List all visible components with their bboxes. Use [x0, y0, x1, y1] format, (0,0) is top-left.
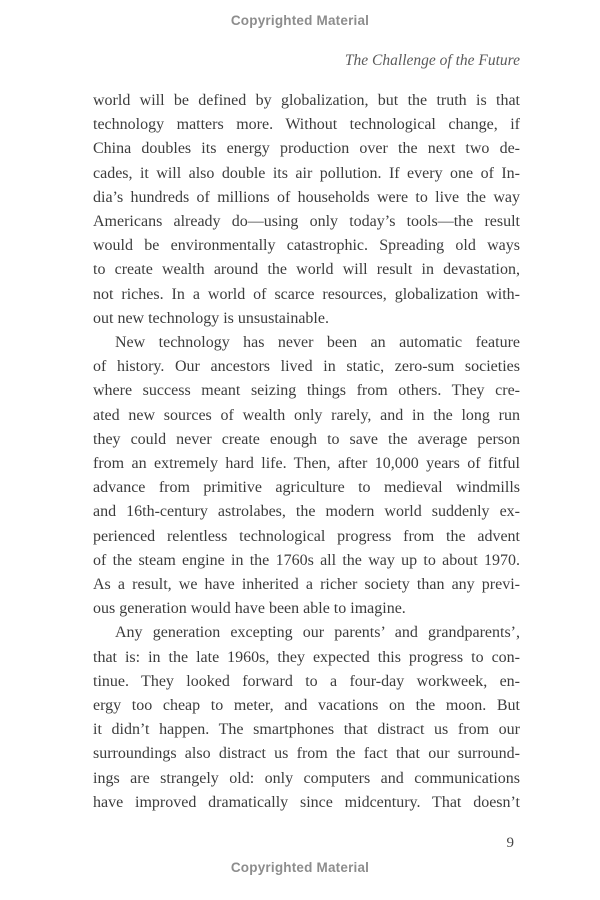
paragraph	[93, 89, 520, 331]
text-line: to create wealth around the world will result in devastation,	[93, 261, 520, 279]
text-line: technology matters more. Without technological change, if	[93, 116, 520, 134]
text-line: of the steam engine in the 1760s all the way up to about 1970.	[93, 551, 520, 569]
page-number: 9	[506, 835, 514, 851]
text-line: ings are strangely old: only computers and communications	[93, 769, 520, 787]
text-line: not riches. In a world of scarce resources, globalization with-	[93, 285, 520, 303]
copyright-notice-bottom: Copyrighted Material	[230, 860, 370, 875]
text-line: and 16th-century astrolabes, the modern world suddenly ex-	[93, 503, 520, 521]
text-line: from an extremely hard life. Then, after 10,000 years of fitful	[93, 455, 520, 473]
text-line: perienced relentless technological progress from the advent	[93, 527, 520, 545]
text-line: that is: in the late 1960s, they expected this progress to con-	[93, 648, 520, 666]
text-line: out new technology is unsustainable.	[93, 309, 329, 327]
text-line: world will be defined by globalization, but the truth is that	[93, 92, 520, 109]
text-line: would be environmentally catastrophic. Spreading old ways	[93, 237, 520, 255]
text-line: have improved dramatically since midcentury. That doesn’t	[93, 793, 520, 811]
text-line: China doubles its energy production over the next two de-	[93, 140, 520, 158]
text-line: of history. Our ancestors lived in static, zero-sum societies	[93, 358, 520, 376]
text-line: dia’s hundreds of millions of households were to live the way	[93, 188, 520, 206]
text-line: New technology has never been an automatic feature	[115, 334, 520, 352]
text-line: surroundings also distract us from the fact that our surround-	[93, 745, 520, 763]
text-line: ated new sources of wealth only rarely, and in the long run	[93, 406, 520, 424]
text-line: where success meant seizing things from others. They cre-	[93, 382, 520, 400]
text-line: tinue. They looked forward to a four-day workweek, en-	[93, 672, 520, 690]
copyright-notice-top: Copyrighted Material	[230, 13, 370, 28]
text-line: ous generation would have been able to imagine.	[93, 600, 406, 618]
text-line: As a result, we have inherited a richer society than any previ-	[93, 576, 520, 594]
text-line: advance from primitive agriculture to medieval windmills	[93, 479, 520, 497]
page-body	[93, 89, 520, 815]
text-line: cades, it will also double its air pollution. If every one of In-	[93, 164, 520, 182]
text-line: it didn’t happen. The smartphones that distract us from our	[93, 721, 520, 739]
paragraph	[93, 331, 520, 621]
running-head: The Challenge of the Future	[344, 52, 520, 69]
text-line: ergy too cheap to meter, and vacations on the moon. But	[93, 697, 520, 715]
text-line: Any generation excepting our parents’ and grandparents’,	[115, 624, 520, 642]
text-line: Americans already do—using only today’s tools—the result	[93, 213, 520, 231]
paragraph	[93, 621, 520, 815]
text-line: they could never create enough to save the average person	[93, 430, 520, 448]
